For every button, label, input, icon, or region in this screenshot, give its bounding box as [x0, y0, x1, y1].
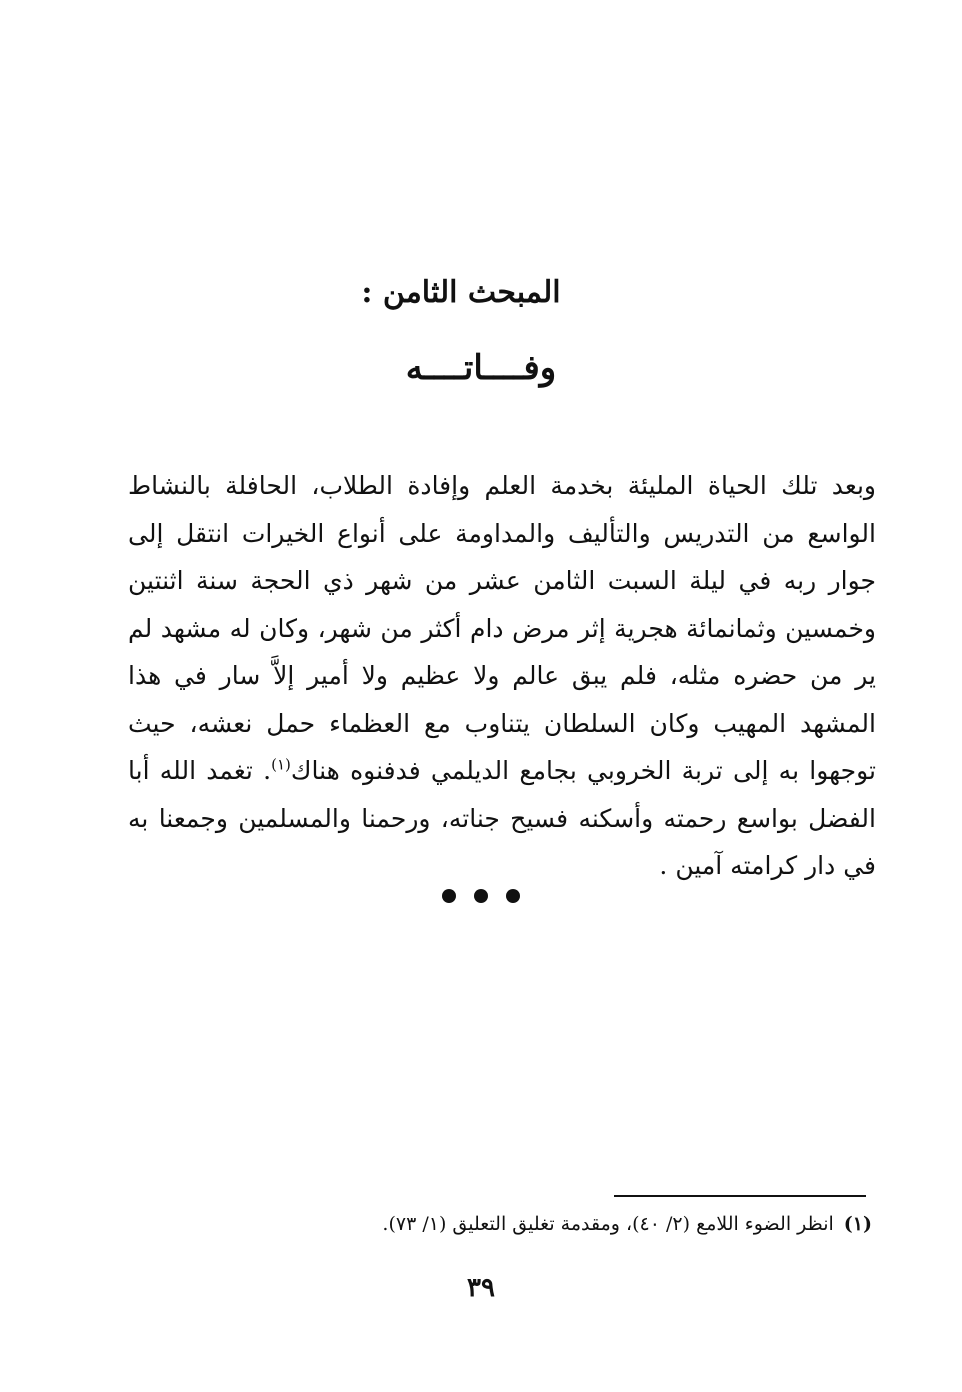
page-number: ٣٩ [467, 1273, 495, 1303]
separator-dot [474, 889, 488, 903]
footnote-divider [614, 1195, 866, 1197]
section-separator [0, 888, 962, 907]
footnote-number: (١) [843, 1213, 872, 1235]
body-text-closing: . تغمد الله أبا الفضل بواسع رحمته وأسكنه فسيح جناته، ورحمنا والمسلمين وجمعنا به في دار كرامته آمين . [128, 756, 876, 880]
footnote-marker: (١) [271, 755, 291, 774]
chapter-title: وفــــاتــــه [405, 348, 557, 388]
section-label: المبحث الثامن : [361, 275, 561, 310]
footnote [300, 1208, 872, 1240]
footnote-text: انظر الضوء اللامع (٢/ ٤٠)، ومقدمة تغليق التعليق (١/ ٧٣). [382, 1213, 834, 1235]
body-paragraph [128, 462, 876, 890]
separator-dot [442, 889, 456, 903]
section-heading [0, 270, 962, 398]
separator-dot [506, 889, 520, 903]
body-text-main: وبعد تلك الحياة المليئة بخدمة العلم وإفادة الطلاب، الحافلة بالنشاط الواسع من التدريس والتأليف والمداومة على أنواع الخيرات انتقل إلى جوار ربه في ليلة السبت الثامن عشر من شهر ذي الحجة سنة اثنتين وخمسين وثمانمائة هجرية إثر مرض دام أكثر من شهر، وكان له مشهد لم ير من حضره مثله، فلم يبق عالم ولا عظيم ولا أمير إلاَّ سار في هذا المشهد المهيب وكان السلطان يتناوب مع العظماء حمل نعشه، حيث توجهوا به إلى تربة الخروبي بجامع الديلمي فدفنوه هناك [128, 471, 876, 785]
